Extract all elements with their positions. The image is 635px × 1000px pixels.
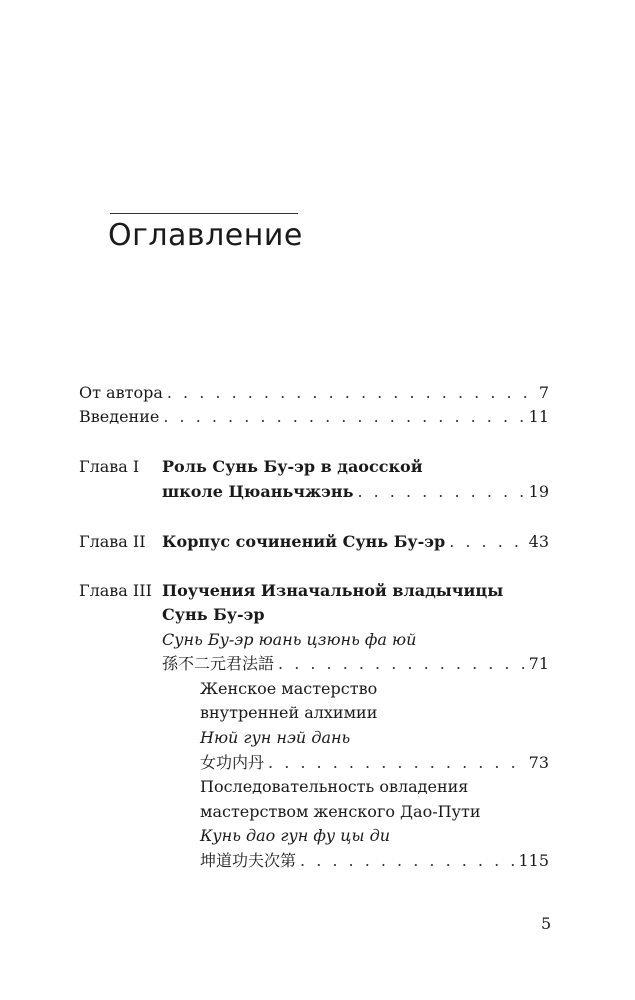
chapter-title-line: школе Цюаньчжэнь <box>162 482 354 501</box>
transliteration: Кунь дао гун фу цы ди <box>200 826 391 845</box>
toc-page-number: 71 <box>528 654 549 673</box>
chinese-title: 孫不二元君法語 <box>162 654 275 673</box>
leader-dots <box>357 480 524 504</box>
toc-entry-label: Введение <box>79 407 160 426</box>
section-title-line[interactable]: Женское мастерство <box>200 679 378 698</box>
toc-entry-chapter2[interactable] <box>162 530 549 554</box>
toc-page-number: 115 <box>518 851 549 870</box>
toc-entry-section2[interactable] <box>200 849 549 873</box>
page-number: 5 <box>541 914 552 933</box>
toc-page-number: 7 <box>538 383 549 402</box>
chapter-label: Глава III <box>79 581 152 600</box>
transliteration: Нюй гун нэй дань <box>200 728 351 747</box>
leader-dots <box>449 530 524 554</box>
toc-page-number: 73 <box>528 753 549 772</box>
chapter-title-line[interactable]: Сунь Бу-эр <box>162 605 265 624</box>
chinese-title: 女功内丹 <box>200 753 265 772</box>
toc-page-number: 43 <box>528 532 549 551</box>
toc-entry-author-note[interactable] <box>79 381 549 405</box>
chapter-title-line: Корпус сочинений Сунь Бу-эр <box>162 532 446 551</box>
toc-entry-chapter3[interactable] <box>162 652 549 676</box>
chapter-label: Глава I <box>79 457 140 476</box>
section-title-line[interactable]: внутренней алхимии <box>200 703 378 722</box>
leader-dots <box>300 849 514 873</box>
toc-entry-chapter1[interactable] <box>162 480 549 504</box>
transliteration: Сунь Бу-эр юань цзюнь фа юй <box>162 630 417 649</box>
chinese-title: 坤道功夫次第 <box>200 851 297 870</box>
toc-entry-introduction[interactable] <box>79 405 549 429</box>
toc-page-number: 19 <box>528 482 549 501</box>
chapter-title-line[interactable]: Роль Сунь Бу-эр в даосской <box>162 457 423 476</box>
section-title-line[interactable]: Последовательность овладения <box>200 777 469 796</box>
page-title: Оглавление <box>108 218 303 253</box>
leader-dots <box>167 381 535 405</box>
chapter-title-line[interactable]: Поучения Изначальной владычицы <box>162 581 504 600</box>
leader-dots <box>278 652 525 676</box>
section-title-line[interactable]: мастерством женского Дао-Пути <box>200 802 481 821</box>
leader-dots <box>268 751 525 775</box>
toc-entry-label: От автора <box>79 383 163 402</box>
chapter-label: Глава II <box>79 532 146 551</box>
toc-entry-section1[interactable] <box>200 751 549 775</box>
title-rule <box>110 213 298 214</box>
toc-page-number: 11 <box>528 407 549 426</box>
leader-dots <box>163 405 524 429</box>
